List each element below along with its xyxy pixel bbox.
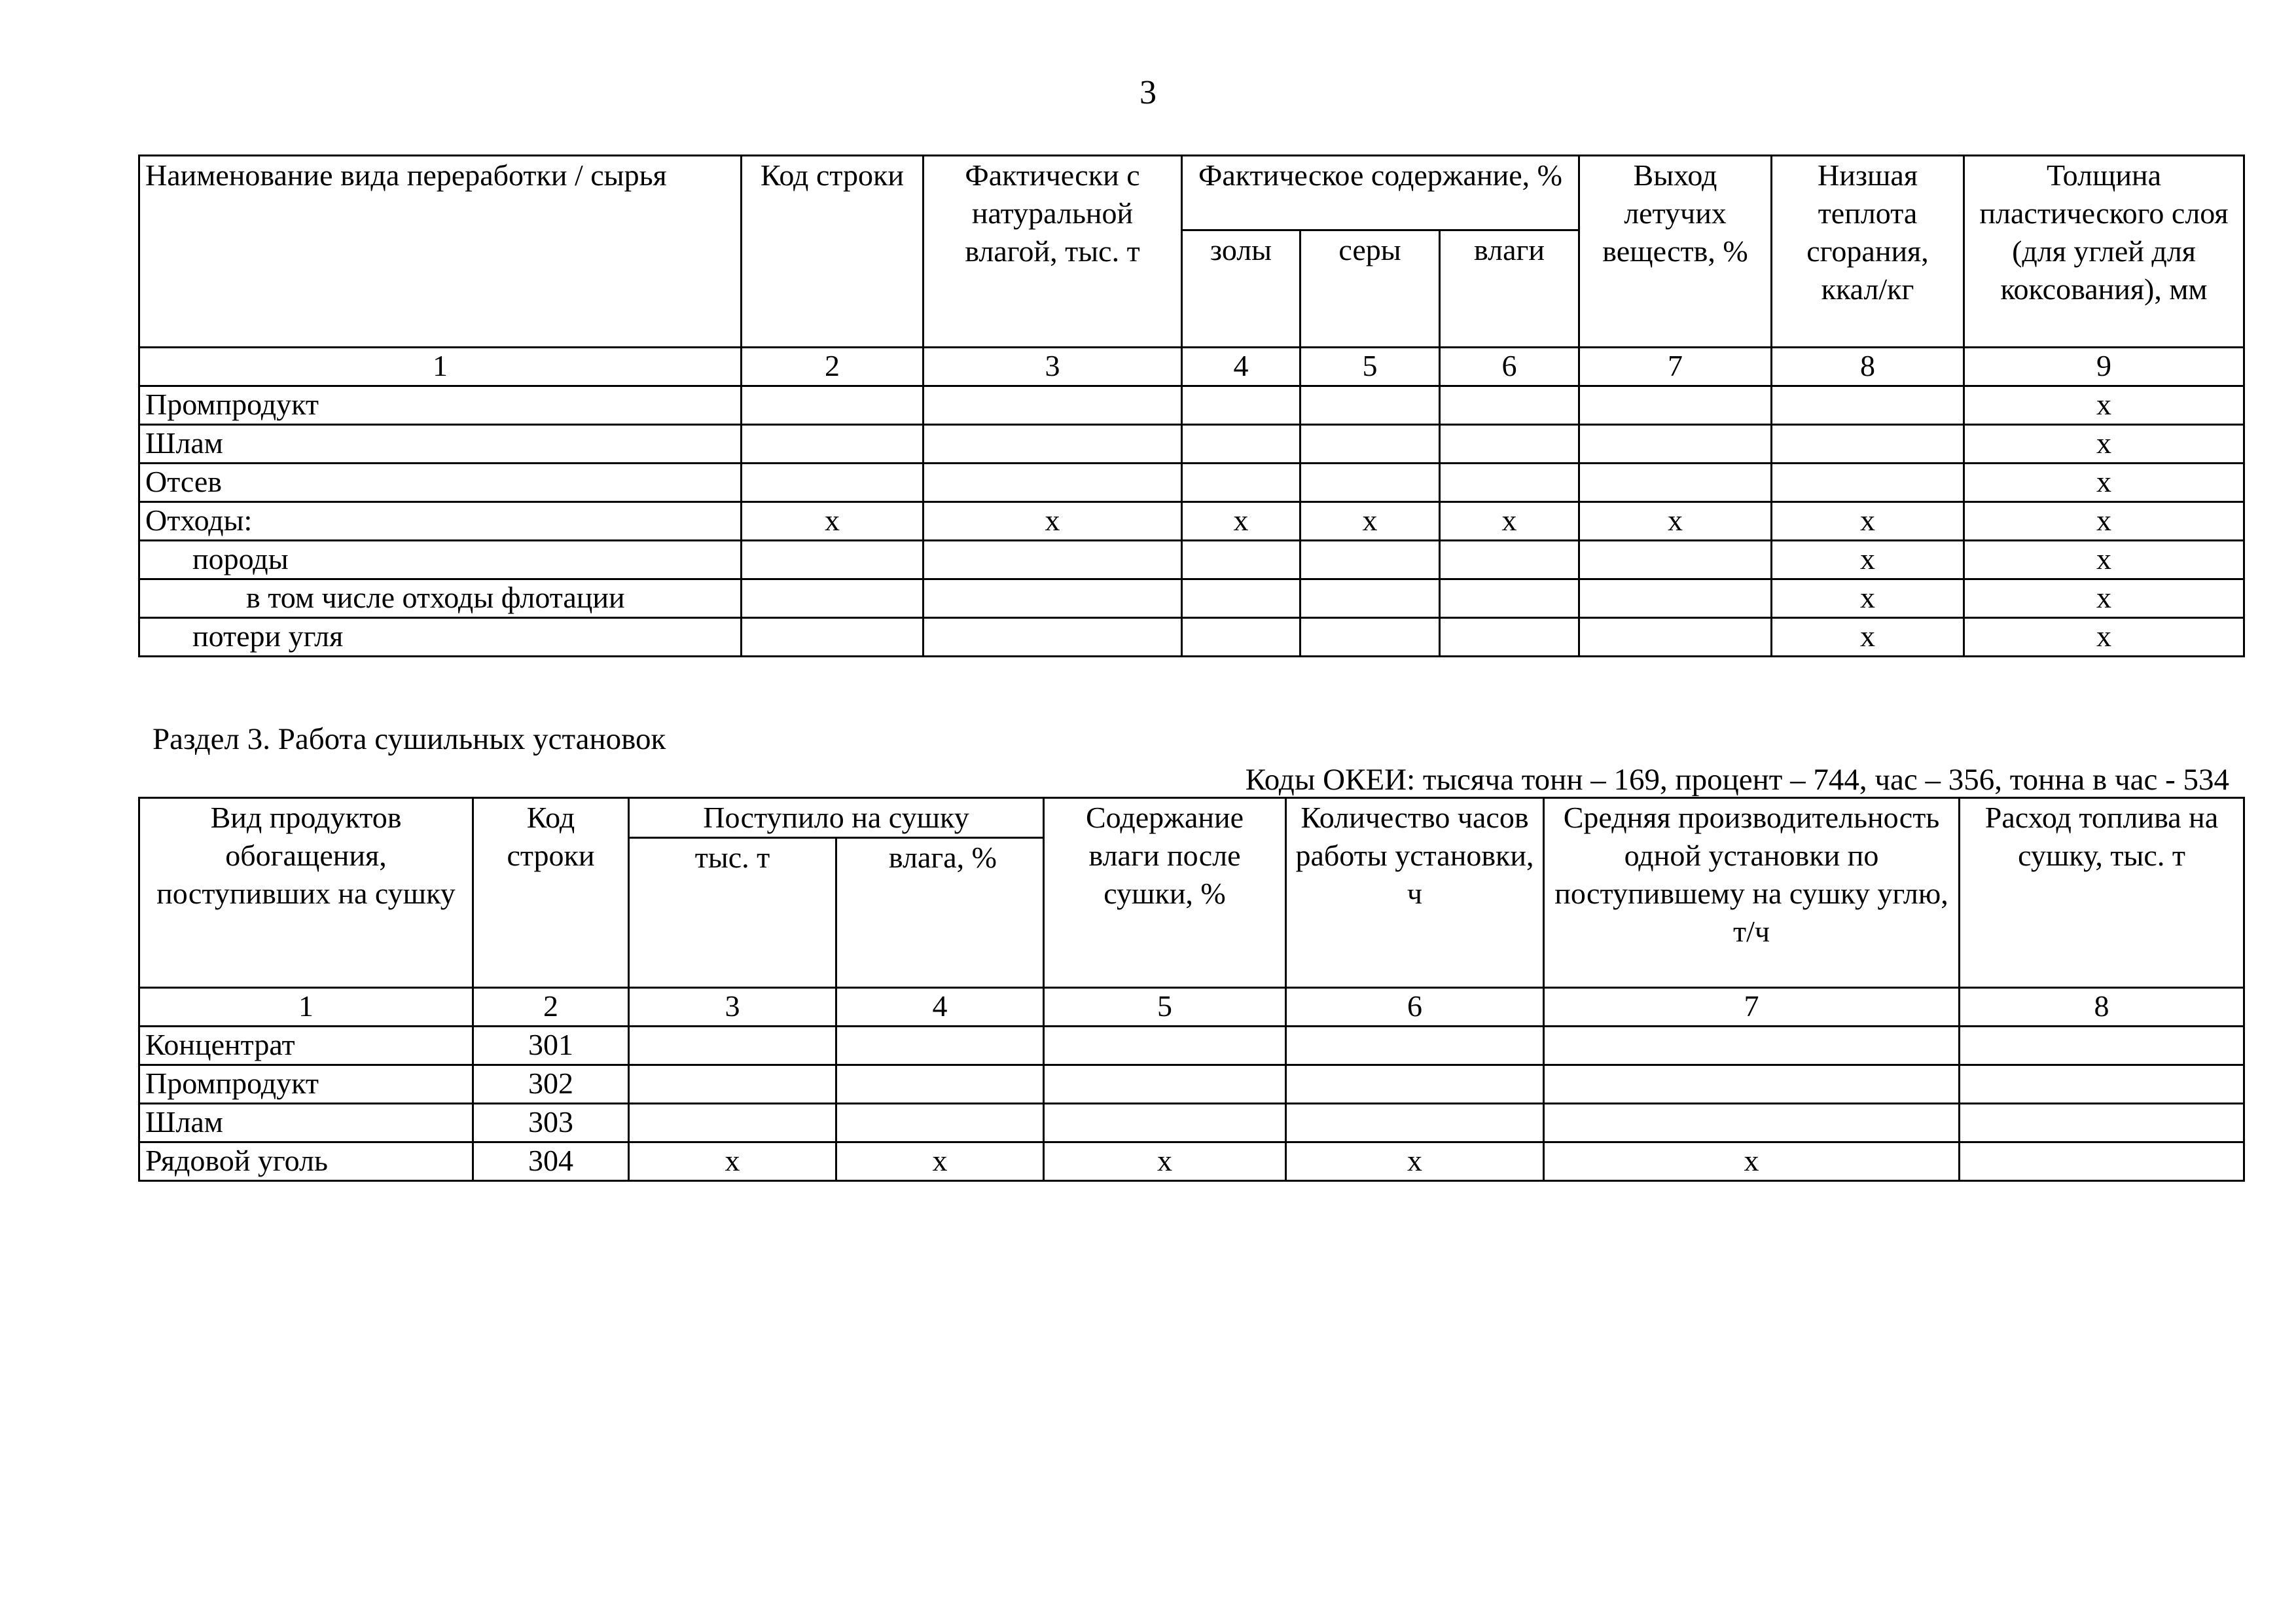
table-cell — [1440, 386, 1579, 425]
column-number: 6 — [1440, 348, 1579, 386]
table-row — [139, 386, 2244, 425]
table-cell — [742, 541, 924, 579]
column-number: 8 — [1960, 988, 2244, 1027]
table-cell — [924, 386, 1182, 425]
table-cell — [1300, 425, 1440, 464]
table-cell — [1544, 1027, 1960, 1065]
table-cell — [1300, 618, 1440, 657]
table-cell — [1960, 1065, 2244, 1104]
row-name: Рядовой уголь — [139, 1142, 473, 1181]
table-cell — [1286, 1104, 1544, 1142]
table-cell — [1182, 541, 1300, 579]
table-cell — [1772, 464, 1964, 502]
table-cell — [924, 579, 1182, 618]
table-cell — [1182, 386, 1300, 425]
okei-codes: Коды ОКЕИ: тысяча тонн – 169, процент – 744, час – 356, тонна в час - 534 — [1245, 763, 2229, 797]
table-cell — [1544, 1065, 1960, 1104]
table-cell: x — [1044, 1142, 1286, 1181]
table-cell — [742, 425, 924, 464]
table-cell — [1044, 1027, 1286, 1065]
table-cell — [1182, 464, 1300, 502]
table-cell — [1579, 618, 1772, 657]
table-cell — [924, 618, 1182, 657]
table-cell — [1772, 425, 1964, 464]
table-row — [139, 579, 2244, 618]
row-name: Шлам — [139, 425, 742, 464]
header-code: Код строки — [742, 156, 924, 348]
column-number: 8 — [1772, 348, 1964, 386]
table-row — [139, 1104, 2244, 1142]
column-number-row — [139, 988, 2244, 1027]
drying-table — [138, 797, 2245, 1182]
table-cell — [924, 464, 1182, 502]
table-cell — [1286, 1065, 1544, 1104]
table-cell — [1300, 464, 1440, 502]
table-row — [139, 541, 2244, 579]
column-number: 7 — [1544, 988, 1960, 1027]
header-product: Вид продуктов обогащения, поступивших на сушку — [139, 798, 473, 988]
table-cell: x — [1964, 579, 2244, 618]
table-cell — [1182, 425, 1300, 464]
column-number: 1 — [139, 988, 473, 1027]
table-cell — [742, 579, 924, 618]
table-cell: x — [1440, 502, 1579, 541]
column-number: 2 — [473, 988, 629, 1027]
row-code: 304 — [473, 1142, 629, 1181]
processing-table — [138, 155, 2245, 657]
table-cell: x — [1964, 502, 2244, 541]
table-row — [139, 464, 2244, 502]
table-cell — [836, 1104, 1044, 1142]
header-actual-moisture: Фактически с натуральной влагой, тыс. т — [924, 156, 1182, 348]
table-cell — [1300, 541, 1440, 579]
header-thousand-t: тыс. т — [629, 838, 836, 988]
header-hours: Количество часов работы установки, ч — [1286, 798, 1544, 988]
table-cell — [1579, 579, 1772, 618]
row-name: потери угля — [139, 618, 742, 657]
row-code: 303 — [473, 1104, 629, 1142]
table-cell: x — [1964, 541, 2244, 579]
table-cell — [924, 541, 1182, 579]
row-name: Концентрат — [139, 1027, 473, 1065]
table-row — [139, 502, 2244, 541]
table-cell: x — [1964, 618, 2244, 657]
table-cell — [1182, 618, 1300, 657]
header-volatiles: Выход летучих веществ, % — [1579, 156, 1772, 348]
table-cell — [1440, 579, 1579, 618]
column-number: 3 — [629, 988, 836, 1027]
table-cell — [1772, 386, 1964, 425]
table-cell — [629, 1065, 836, 1104]
table-cell: x — [1544, 1142, 1960, 1181]
column-number: 4 — [1182, 348, 1300, 386]
row-name: породы — [139, 541, 742, 579]
table-cell: x — [1964, 386, 2244, 425]
table-cell: x — [924, 502, 1182, 541]
column-number: 4 — [836, 988, 1044, 1027]
table-row — [139, 425, 2244, 464]
table-cell — [1182, 579, 1300, 618]
column-number: 5 — [1044, 988, 1286, 1027]
table-cell — [629, 1104, 836, 1142]
table-cell: x — [629, 1142, 836, 1181]
header-name: Наименование вида переработки / сырья — [139, 156, 742, 348]
table-row — [139, 618, 2244, 657]
table-cell: x — [1182, 502, 1300, 541]
column-number: 9 — [1964, 348, 2244, 386]
table-cell: x — [1964, 464, 2244, 502]
table-cell — [1960, 1027, 2244, 1065]
table-cell — [1440, 425, 1579, 464]
header-code: Код строки — [473, 798, 629, 988]
header-productivity: Средняя производительность одной установки по поступившему на сушку углю, т/ч — [1544, 798, 1960, 988]
table-cell — [742, 464, 924, 502]
table-cell — [1579, 464, 1772, 502]
table-cell — [1579, 541, 1772, 579]
column-number: 3 — [924, 348, 1182, 386]
table-cell — [1440, 618, 1579, 657]
row-name: в том числе отходы флотации — [139, 579, 742, 618]
table-cell — [1579, 386, 1772, 425]
table-cell — [1300, 579, 1440, 618]
table-cell: x — [1772, 502, 1964, 541]
table-row — [139, 1065, 2244, 1104]
row-name: Промпродукт — [139, 1065, 473, 1104]
column-number: 2 — [742, 348, 924, 386]
table-cell — [1440, 464, 1579, 502]
table-cell — [629, 1027, 836, 1065]
table-cell — [1544, 1104, 1960, 1142]
row-name: Промпродукт — [139, 386, 742, 425]
table-cell: x — [1772, 541, 1964, 579]
column-number: 7 — [1579, 348, 1772, 386]
table-cell: x — [1772, 618, 1964, 657]
table-row — [139, 1142, 2244, 1181]
header-moisture: влаги — [1440, 230, 1579, 348]
table-cell: x — [1772, 579, 1964, 618]
header-moisture-pct: влага, % — [836, 838, 1044, 988]
row-code: 301 — [473, 1027, 629, 1065]
table-cell: x — [1300, 502, 1440, 541]
table-cell — [1960, 1142, 2244, 1181]
section-title: Раздел 3. Работа сушильных установок — [152, 722, 666, 756]
table-cell — [1044, 1065, 1286, 1104]
column-number: 6 — [1286, 988, 1544, 1027]
table-cell — [924, 425, 1182, 464]
table-cell — [1440, 541, 1579, 579]
table-cell — [836, 1027, 1044, 1065]
table-cell — [742, 618, 924, 657]
table-cell: x — [742, 502, 924, 541]
header-content-group: Фактическое содержание, % — [1182, 156, 1579, 230]
header-fuel: Расход топлива на сушку, тыс. т — [1960, 798, 2244, 988]
table-cell — [1579, 425, 1772, 464]
column-number: 5 — [1300, 348, 1440, 386]
table-cell: x — [1579, 502, 1772, 541]
table-cell — [1286, 1027, 1544, 1065]
header-received-group: Поступило на сушку — [629, 798, 1044, 838]
table-cell: x — [1964, 425, 2244, 464]
row-name: Отходы: — [139, 502, 742, 541]
column-number-row — [139, 348, 2244, 386]
table-cell — [836, 1065, 1044, 1104]
table-cell: x — [836, 1142, 1044, 1181]
row-name: Отсев — [139, 464, 742, 502]
page-number: 3 — [1139, 74, 1157, 111]
table-cell — [1300, 386, 1440, 425]
header-calorific: Низшая теплота сгорания, ккал/кг — [1772, 156, 1964, 348]
table-cell — [1960, 1104, 2244, 1142]
table-cell: x — [1286, 1142, 1544, 1181]
row-code: 302 — [473, 1065, 629, 1104]
table-row — [139, 1027, 2244, 1065]
header-ash: золы — [1182, 230, 1300, 348]
header-plastic-layer: Толщина пластического слоя (для углей для коксования), мм — [1964, 156, 2244, 348]
table-cell — [1044, 1104, 1286, 1142]
column-number: 1 — [139, 348, 742, 386]
row-name: Шлам — [139, 1104, 473, 1142]
header-moisture-after: Содержание влаги после сушки, % — [1044, 798, 1286, 988]
header-sulfur: серы — [1300, 230, 1440, 348]
table-cell — [742, 386, 924, 425]
